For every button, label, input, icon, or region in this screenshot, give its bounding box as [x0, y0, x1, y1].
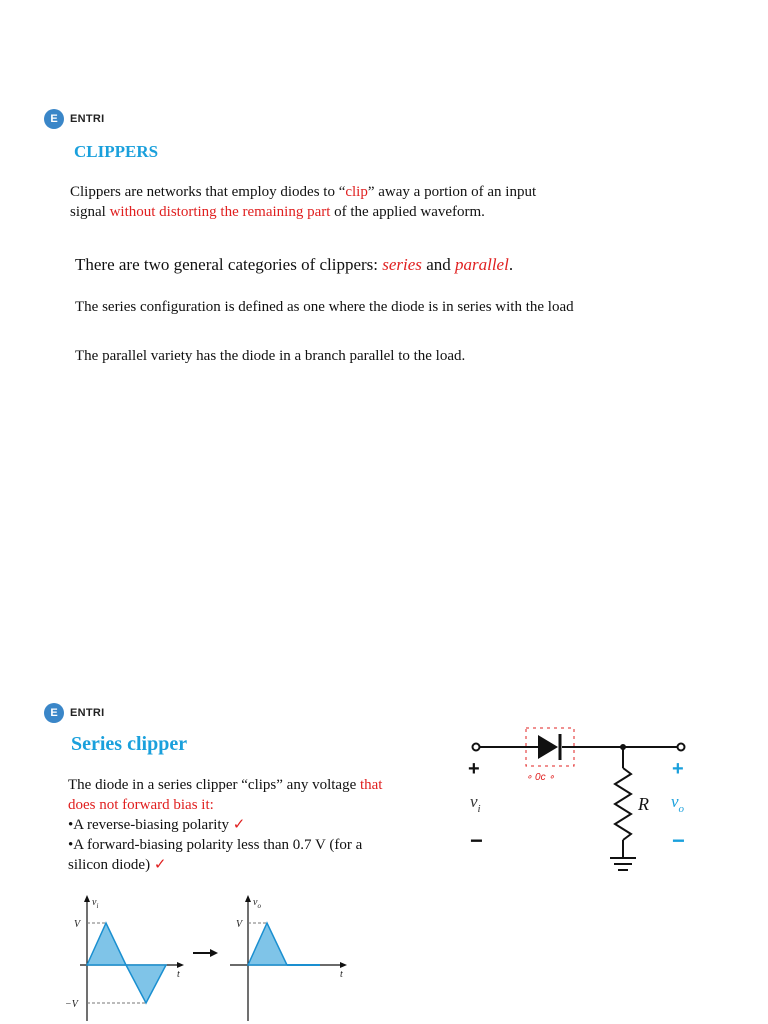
- plus-in: +: [468, 758, 480, 780]
- bullet-forward-bias: •A forward-biasing polarity less than 0.7 V (for a: [68, 837, 363, 853]
- bullet-reverse-bias: •A reverse-biasing polarity: [68, 817, 230, 833]
- diode-symbol: [538, 734, 560, 760]
- parallel-word: parallel: [454, 255, 509, 274]
- t-label: t: [177, 969, 180, 980]
- minus-in: −: [470, 828, 483, 853]
- input-terminal: [473, 744, 480, 751]
- vo-label: $v_o$: [671, 792, 685, 815]
- transfer-arrow-icon: [193, 949, 218, 957]
- resistor: [615, 768, 631, 840]
- text: There are two general categories of clippers:: [75, 255, 383, 274]
- output-terminal: [678, 744, 685, 751]
- entri-logo: [44, 703, 105, 723]
- v-label: V: [74, 919, 81, 930]
- v-label: V: [236, 919, 243, 930]
- series-config-text: The series configuration is defined as one where the diode is in series with the load: [75, 299, 574, 315]
- text: ” away a portion of an input: [367, 184, 537, 200]
- clippers-definition: [70, 182, 710, 222]
- vi-label: $v_i$: [470, 792, 481, 815]
- vi-axis-label: $v_i$: [92, 897, 99, 910]
- slide-title-clippers: CLIPPERS: [74, 142, 159, 161]
- parallel-variety-text: The parallel variety has the diode in a branch parallel to the load.: [75, 348, 466, 364]
- text: signal: [70, 204, 110, 220]
- waveform-graphs: [60, 893, 400, 1024]
- text: and: [421, 255, 455, 274]
- logo-text: ENTRI: [70, 707, 105, 719]
- resistor-label: R: [638, 794, 649, 814]
- minus-out: −: [672, 828, 685, 853]
- text: The diode in a series clipper “clips” any voltage: [68, 777, 360, 793]
- input-waveform-graph: [65, 895, 184, 1021]
- slide-title-series-clipper: Series clipper: [71, 733, 188, 755]
- text: .: [508, 255, 514, 274]
- annotation-note: ∘ 0c ∘: [526, 772, 555, 783]
- logo-badge: E: [44, 703, 64, 723]
- output-waveform-graph: [230, 895, 347, 1021]
- check-mark: ✓: [150, 857, 167, 873]
- series-clipper-description: [68, 775, 448, 875]
- clip-word: clip: [345, 184, 368, 200]
- vo-axis-label: $v_o$: [253, 897, 261, 910]
- categories-line: [75, 254, 513, 276]
- check-mark: ✓: [229, 817, 246, 833]
- neg-v-label: −V: [65, 999, 78, 1010]
- junction: [620, 744, 626, 750]
- t-label: t: [340, 969, 343, 980]
- series-word: series: [382, 255, 422, 274]
- highlight-text: does not forward bias it:: [68, 797, 214, 813]
- logo-badge: E: [44, 109, 64, 129]
- highlight-text: that: [359, 777, 383, 793]
- highlight-text: without distorting the remaining part: [109, 204, 331, 220]
- bullet-forward-bias-cont: silicon diode): [68, 857, 151, 873]
- logo-text: ENTRI: [70, 113, 105, 125]
- text: of the applied waveform.: [330, 204, 485, 220]
- series-clipper-circuit: [438, 700, 728, 890]
- entri-logo: [44, 109, 105, 129]
- plus-out: +: [672, 758, 684, 780]
- text: Clippers are networks that employ diodes to “: [70, 184, 346, 200]
